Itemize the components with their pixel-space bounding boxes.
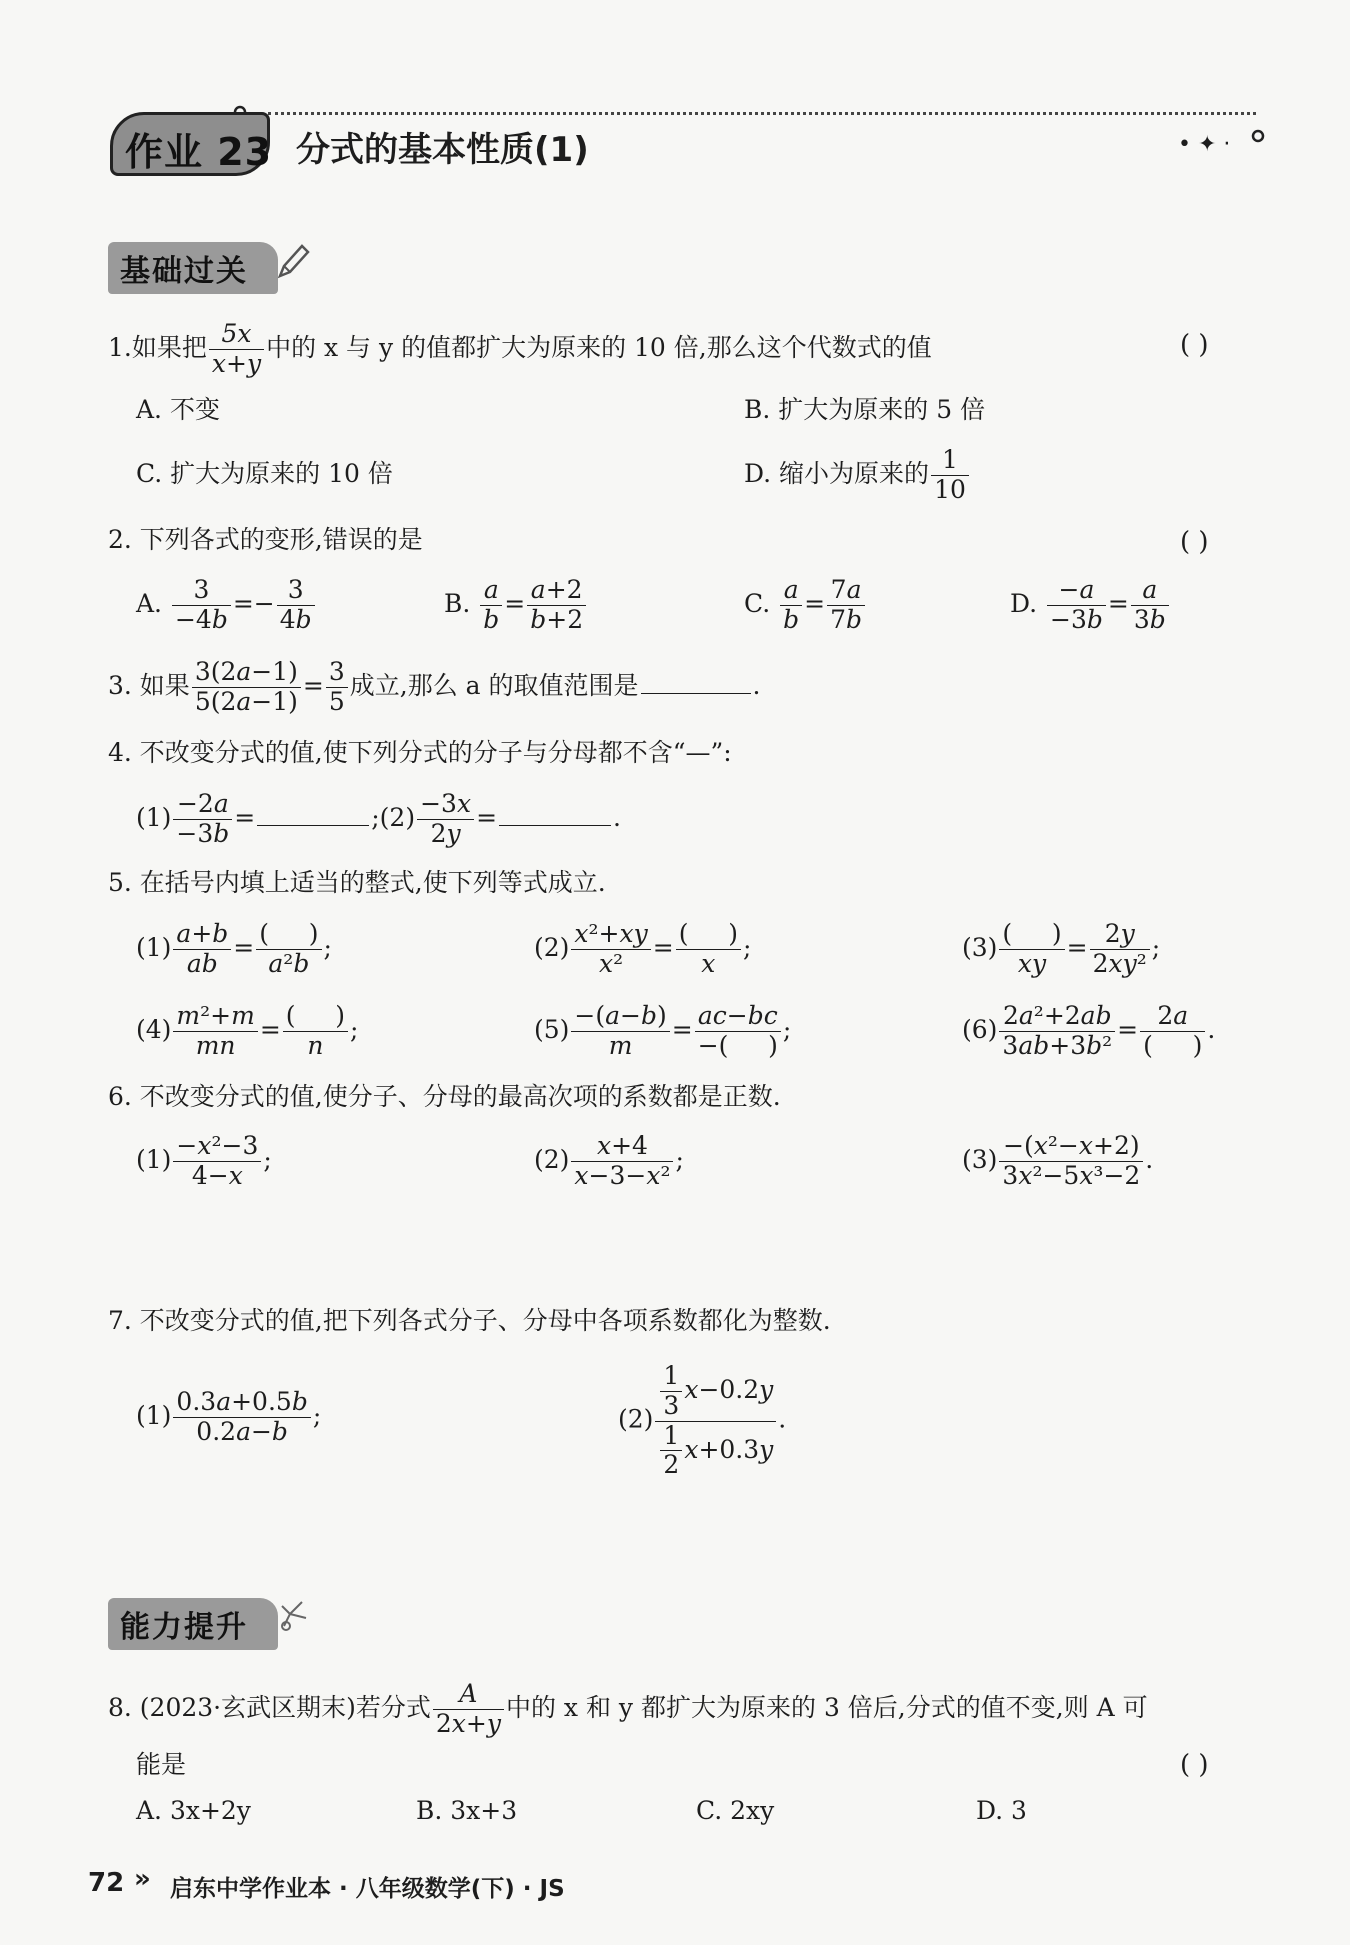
- pencil-icon: [274, 242, 310, 282]
- q2-option-b: B. $\frac{a}{b}$ = $\frac{a+2}{b+2}$: [444, 576, 588, 635]
- question-2: 2. 下列各式的变形,错误的是: [108, 525, 423, 554]
- header-dotted-line: [268, 112, 1256, 115]
- question-3: 3. 如果 $\frac{3(2a-1)}{5(2a-1)}$ = $\frac{3}{5}$ 成立,那么 a 的取值范围是 .: [108, 657, 761, 716]
- q1-option-a: A. 不变: [136, 395, 220, 424]
- homework-badge: 作业 23: [110, 112, 270, 176]
- q5-part-5: (5) $\frac{-(a-b)}{m}$ = $\frac{ac-bc}{-( )}$ ;: [534, 1001, 792, 1060]
- star-burst-icon: [276, 1596, 310, 1636]
- section-basic: 基础过关: [108, 242, 278, 294]
- q6-part-1: (1) $\frac{\text{−x²−3}}{4-x}$ ;: [136, 1131, 272, 1190]
- answer-paren: ( ): [1180, 1750, 1209, 1780]
- q7-part-2: (2) $\frac{1}{3}$ x−0.2y $\frac{1}{2}$ x+0.3y .: [618, 1361, 787, 1480]
- q4-parts: (1) $\frac{-2a}{-3b}$ = ;(2) $\frac{-3x}{2y}$ = .: [136, 789, 621, 848]
- question-8: 8. (2023·玄武区期末)若分式 $\frac{A}{2x+y}$ 中的 x 和 y 都扩大为原来的 3 倍后,分式的值不变,则 A 可: [108, 1679, 1148, 1738]
- q5-part-4: (4) $\frac{\text{m²+m}}{mn}$ = $\frac{( )}{n}$ ;: [136, 1001, 359, 1060]
- question-4: 4. 不改变分式的值,使下列分式的分子与分母都不含“—”:: [108, 738, 732, 767]
- section-advanced: 能力提升: [108, 1598, 278, 1650]
- q2-option-c: C. $\frac{a}{b}$ = $\frac{7a}{7b}$: [744, 576, 867, 635]
- q2-option-a: A. $\frac{3}{-4b}$ =− $\frac{3}{4b}$: [136, 576, 317, 635]
- q6-part-2: (2) $\frac{x+4}{\text{x−3−x²}}$ ;: [534, 1131, 684, 1190]
- sparkle-icon: • ✦ ·: [1178, 132, 1231, 157]
- q1-option-b: B. 扩大为原来的 5 倍: [744, 395, 986, 424]
- q8-option-a: A. 3x+2y: [136, 1796, 251, 1825]
- question-7: 7. 不改变分式的值,把下列各式分子、分母中各项系数都化为整数.: [108, 1306, 831, 1335]
- q8-option-c: C. 2xy: [696, 1796, 775, 1825]
- q8-option-d: D. 3: [976, 1796, 1027, 1825]
- q8-option-b: B. 3x+3: [416, 1796, 518, 1825]
- q6-part-3: (3) $\frac{\text{−(x²−x+2)}}{\text{3x²−5x³−2}}$ .: [962, 1131, 1154, 1190]
- q1-option-d: D. 缩小为原来的 $\frac{1}{10}$: [744, 446, 971, 505]
- question-5: 5. 在括号内填上适当的整式,使下列等式成立.: [108, 868, 606, 897]
- page-title: 分式的基本性质(1): [296, 130, 589, 170]
- answer-paren: ( ): [1180, 527, 1209, 557]
- q7-part-1: (1) $\frac{0.3a+0.5b}{0.2a-b}$ ;: [136, 1387, 322, 1446]
- ring-icon: [1250, 128, 1266, 144]
- double-chevron-icon: »: [134, 1864, 151, 1894]
- q2-option-d: D. $\frac{-a}{-3b}$ = $\frac{a}{3b}$: [1010, 576, 1171, 635]
- q5-part-1: (1) $\frac{a+b}{ab}$ = $\frac{( )}{\text{a²b}}$ ;: [136, 919, 332, 978]
- q5-part-6: (6) $\frac{\text{2a²+2ab}}{\text{3ab+3b²}}$ = $\frac{2a}{( )}$ .: [962, 1001, 1216, 1060]
- page-number: 72: [88, 1868, 125, 1898]
- q5-part-2: (2) $\frac{\text{x²+xy}}{\text{x²}}$ = $\frac{( )}{x}$ ;: [534, 919, 752, 978]
- footer-book-title: 启东中学作业本 · 八年级数学(下) · JS: [170, 1876, 565, 1902]
- q8-line2: 能是: [136, 1750, 187, 1779]
- q1-option-c: C. 扩大为原来的 10 倍: [136, 459, 393, 488]
- question-6: 6. 不改变分式的值,使分子、分母的最高次项的系数都是正数.: [108, 1082, 781, 1111]
- q5-part-3: (3) $\frac{( )}{xy}$ = $\frac{2y}{\text{2xy²}}$ ;: [962, 919, 1161, 978]
- answer-paren: ( ): [1180, 330, 1209, 360]
- question-1: 1.如果把 $\frac{5x}{x+y}$ 中的 x 与 y 的值都扩大为原来的 10 倍,那么这个代数式的值: [108, 319, 932, 378]
